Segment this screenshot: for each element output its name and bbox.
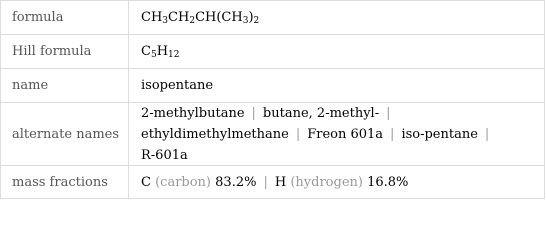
formula-part: CH <box>141 10 163 25</box>
formula-subscript: 5 <box>150 50 157 60</box>
separator: | <box>251 105 256 121</box>
name-label: name <box>1 69 129 102</box>
hill-formula-label: Hill formula <box>1 35 129 68</box>
formula-subscript: 3 <box>242 16 249 26</box>
alternate-name: 2-methylbutane <box>141 105 245 121</box>
formula-subscript: 2 <box>253 16 260 26</box>
separator: | <box>263 175 268 190</box>
separator: | <box>386 105 391 121</box>
mass-fractions-label: mass fractions <box>1 166 129 199</box>
formula-part: C <box>141 44 151 59</box>
element-name: (carbon) <box>155 175 212 190</box>
element-percent: 83.2% <box>215 175 257 190</box>
formula-part: CH(CH <box>195 10 243 25</box>
mass-fractions-row <box>1 166 544 199</box>
element-name: (hydrogen) <box>290 175 363 190</box>
separator: | <box>295 126 301 142</box>
name-value: isopentane <box>141 78 214 93</box>
formula-value <box>129 1 544 34</box>
formula-subscript: 12 <box>168 50 180 60</box>
formula-row <box>1 1 544 35</box>
formula-label: formula <box>1 1 129 34</box>
formula-part: CH <box>168 10 190 25</box>
separator: | <box>484 126 490 142</box>
alternate-name: ethyldimethylmethane <box>141 126 289 142</box>
name-row <box>1 69 544 103</box>
alternate-name: butane, 2-methyl- <box>262 105 380 121</box>
hill-formula-value <box>129 35 544 68</box>
alternate-name: Freon 601a <box>307 126 384 142</box>
element-percent: 16.8% <box>367 175 409 190</box>
alternate-name: R-601a <box>141 147 188 163</box>
element-symbol: C <box>141 175 151 190</box>
alternate-names-label: alternate names <box>1 103 129 165</box>
formula-subscript: 3 <box>162 16 169 26</box>
hill-formula-row <box>1 35 544 69</box>
mass-fractions-value <box>129 166 544 199</box>
formula-part: ) <box>248 10 254 25</box>
separator: | <box>390 126 395 142</box>
element-symbol: H <box>274 175 287 190</box>
alternate-names-value <box>129 103 544 165</box>
formula-subscript: 2 <box>189 16 196 26</box>
alternate-name: iso-pentane <box>401 126 478 142</box>
alternate-names-row <box>1 103 544 166</box>
formula-part: H <box>156 44 169 59</box>
